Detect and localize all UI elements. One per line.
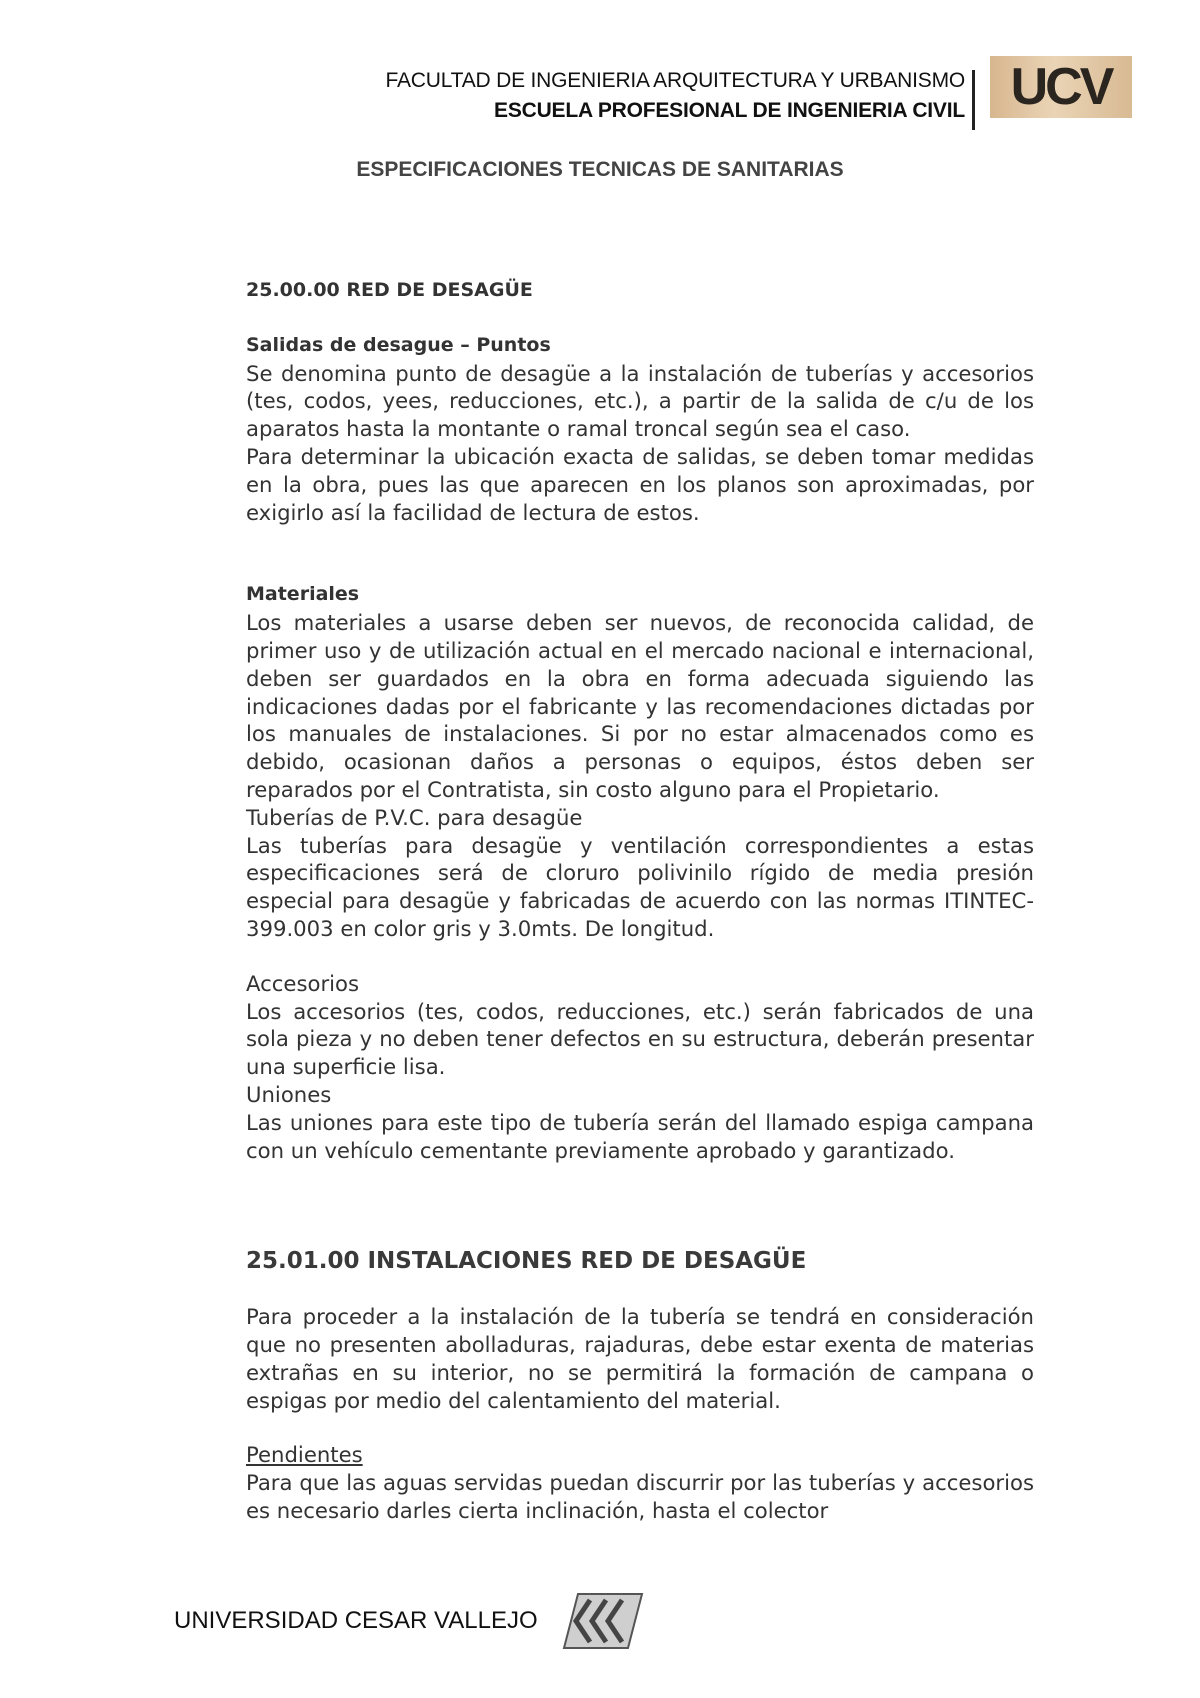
faculty-name: FACULTAD DE INGENIERIA ARQUITECTURA Y URBANISMO xyxy=(385,69,965,92)
document-title: ESPECIFICACIONES TECNICAS DE SANITARIAS xyxy=(356,158,844,181)
subheading-accesorios: Accesorios xyxy=(246,970,360,996)
paragraph-instalaciones-intro: Para proceder a la instalación de la tubería se tendrá en consideración que no presenten abolladuras, rajaduras, debe estar exenta de materias extrañas en su interior, no se permitirá la formación de campana o espigas por medio del calentamiento del material. xyxy=(246,1304,1034,1413)
subheading-materiales: Materiales xyxy=(246,583,360,606)
subheading-uniones: Uniones xyxy=(246,1081,332,1107)
header-divider xyxy=(972,70,975,130)
ucv-logo-text: UCV xyxy=(1010,58,1112,116)
subheading-tuberias: Tuberías de P.V.C. para desagüe xyxy=(246,804,583,830)
paragraph-materiales: Los materiales a usarse deben ser nuevos, de reconocida calidad, de primer uso y de utilización actual en el mercado nacional e internacional, deben ser guardados en la obra en forma adecuada siguiendo las indicaciones dadas por el fabricante y las recomendaciones dictadas por los manuales de instalaciones. Si por no estar almacenados como es debido, ocasionan daños a personas o equipos, éstos deben ser reparados por el Contratista, sin costo alguno para el Propietario. xyxy=(246,610,1034,802)
document-body xyxy=(246,277,1034,1525)
paragraph-tuberias: Las tuberías para desagüe y ventilación correspondientes a estas especificaciones será de cloruro polivinilo rígido de media presión especial para desagüe y fabricadas de acuerdo con las normas ITINTEC-399.003 en color gris y 3.0mts. De longitud. xyxy=(246,832,1034,941)
page-header xyxy=(386,66,966,126)
paragraph-accesorios: Los accesorios (tes, codos, reducciones, etc.) serán fabricados de una sola pieza y no deben tener defectos en su estructura, deberán presentar una superficie lisa. xyxy=(246,998,1034,1080)
ucv-logo xyxy=(990,56,1132,118)
ucv-chevron-logo-icon xyxy=(560,1592,644,1650)
footer-university-name: UNIVERSIDAD CESAR VALLEJO xyxy=(174,1607,538,1634)
subheading-pendientes: Pendientes xyxy=(246,1442,363,1468)
section-heading-red-desague: 25.00.00 RED DE DESAGÜE xyxy=(246,279,533,301)
school-name: ESCUELA PROFESIONAL DE INGENIERIA CIVIL xyxy=(494,99,965,122)
subheading-salidas: Salidas de desague – Puntos xyxy=(246,333,551,356)
section-heading-instalaciones: 25.01.00 INSTALACIONES RED DE DESAGÜE xyxy=(246,1248,807,1275)
paragraph-pendientes: Para que las aguas servidas puedan discurrir por las tuberías y accesorios es necesario darles cierta inclinación, hasta el colector xyxy=(246,1470,1034,1523)
paragraph-salidas-2: Para determinar la ubicación exacta de salidas, se deben tomar medidas en la obra, pues las que aparecen en los planos son aproximadas, por exigirlo así la facilidad de lectura de estos. xyxy=(246,443,1034,525)
paragraph-salidas-1: Se denomina punto de desagüe a la instalación de tuberías y accesorios (tes, codos, yees, reducciones, etc.), a partir de la salida de c/u de los aparatos hasta la montante o ramal troncal según sea el caso. xyxy=(246,360,1034,442)
paragraph-uniones: Las uniones para este tipo de tubería serán del llamado espiga campana con un vehículo cementante previamente aprobado y garantizado. xyxy=(246,1109,1034,1163)
